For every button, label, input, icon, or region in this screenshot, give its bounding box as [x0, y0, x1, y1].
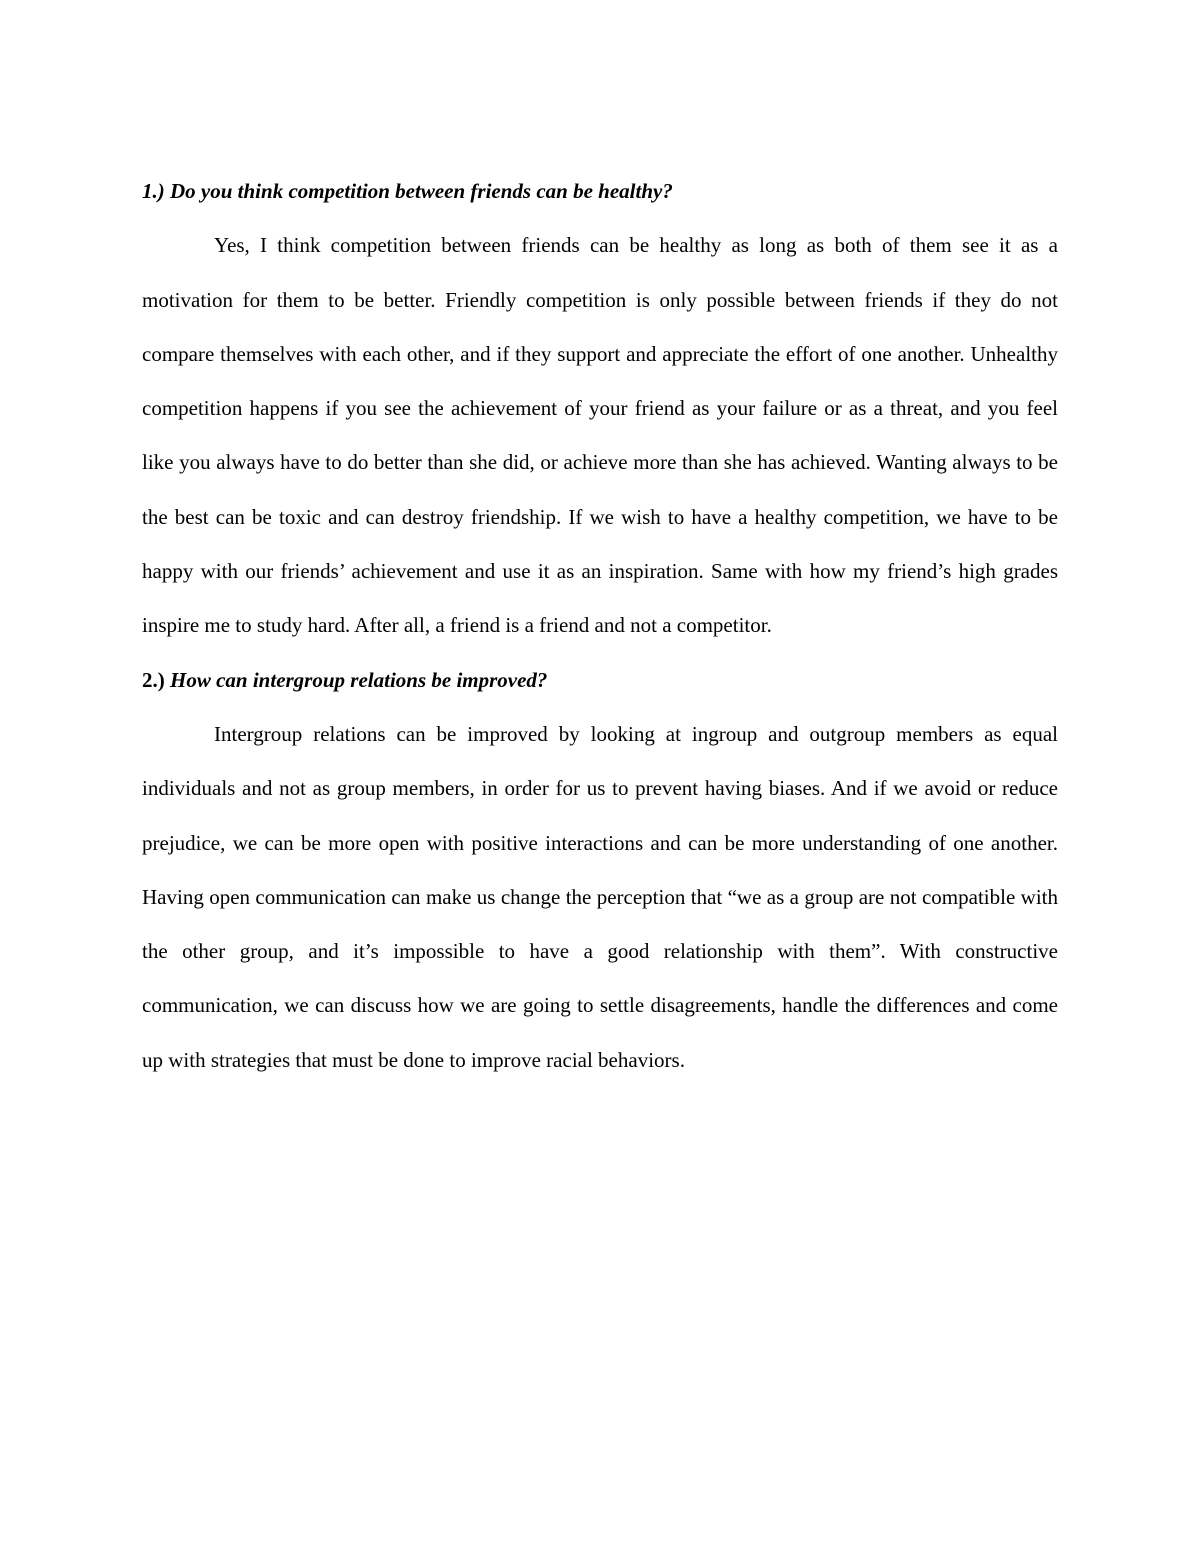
question-heading-1: [142, 164, 1058, 218]
question-heading-2: [142, 653, 1058, 707]
question-text-1: Do you think competition between friends can be healthy?: [170, 179, 673, 203]
question-text-2: How can intergroup relations be improved?: [170, 667, 548, 692]
answer-paragraph-1: Yes, I think competition between friends can be healthy as long as both of them see it as a motivation for them to be better. Friendly competition is only possible between friends if they do not compare themselves with each other, and if they support and appreciate the effort of one another. Unhealthy competition happens if you see the achievement of your friend as your failure or as a threat, and you feel like you always have to do better than she did, or achieve more than she has achieved. Wanting always to be the best can be toxic and can destroy friendship. If we wish to have a healthy competition, we have to be happy with our friends’ achievement and use it as an inspiration. Same with how my friend’s high grades inspire me to study hard. After all, a friend is a friend and not a competitor.: [142, 233, 1058, 638]
document-body: [142, 164, 1058, 1087]
question-number-1: 1.): [142, 179, 165, 203]
question-number-2: 2.): [142, 667, 165, 692]
answer-paragraph-2: Intergroup relations can be improved by looking at ingroup and outgroup members as equal individuals and not as group members, in order for us to prevent having biases. And if we avoid or reduce prejudice, we can be more open with positive interactions and can be more understanding of one another. Having open communication can make us change the perception that “we as a group are not compatible with the other group, and it’s impossible to have a good relationship with them”. With constructive communication, we can discuss how we are going to settle disagreements, handle the differences and come up with strategies that must be done to improve racial behaviors.: [142, 721, 1058, 1072]
